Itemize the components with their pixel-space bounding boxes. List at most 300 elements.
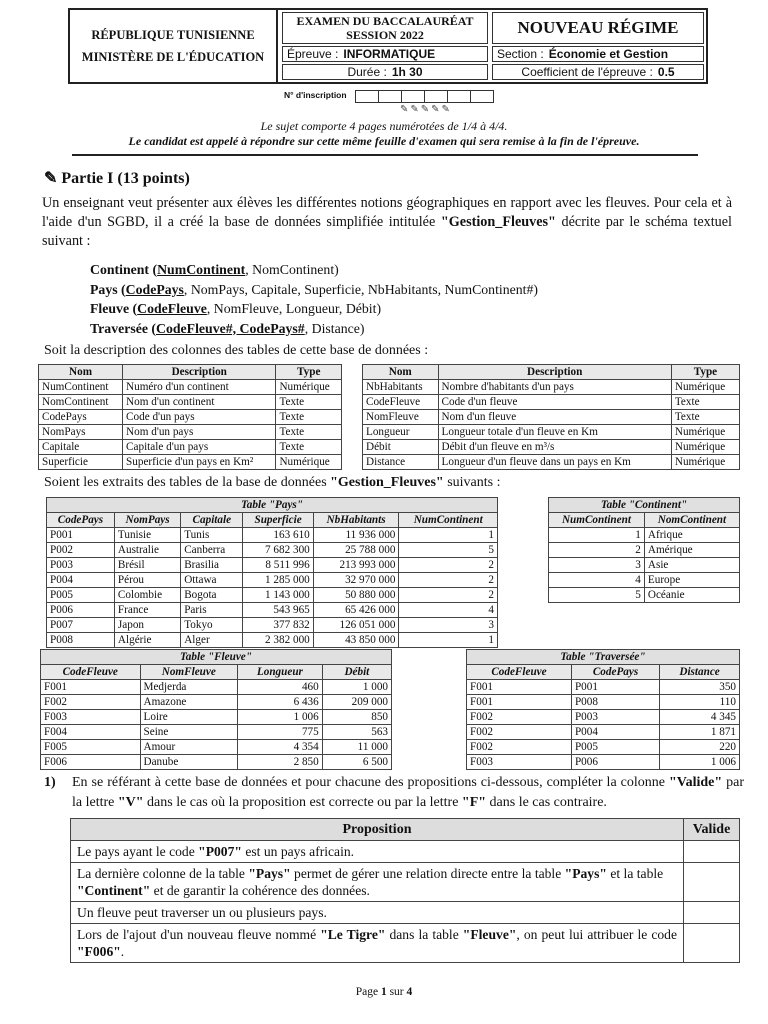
table-row	[41, 725, 392, 740]
column-header: Nom	[39, 365, 123, 380]
digit-box[interactable]	[470, 90, 494, 103]
exam-title: EXAMEN DU BACCALAURÉAT	[296, 14, 474, 28]
extracts-intro	[44, 475, 500, 491]
p-text: dans la table	[385, 927, 463, 942]
duree-label: Durée :	[347, 65, 387, 79]
table-cell: 1 006	[238, 710, 323, 725]
table-row	[41, 755, 392, 770]
institution-block	[70, 10, 278, 82]
q-bold: "F"	[461, 795, 487, 810]
table-cell: 65 426 000	[313, 603, 399, 618]
extracts-text-end: suivants :	[443, 475, 501, 490]
table-row	[467, 680, 740, 695]
table-cell: Brésil	[114, 558, 180, 573]
table-row	[467, 710, 740, 725]
table-cell: Numérique	[671, 440, 739, 455]
section-value: Économie et Gestion	[548, 47, 669, 61]
table-row	[47, 588, 498, 603]
epreuve-cell	[282, 46, 488, 62]
table-cell: Océanie	[644, 588, 739, 603]
table-cell: NomContinent	[39, 395, 123, 410]
table-row	[549, 558, 740, 573]
footer-text: Page	[355, 986, 381, 998]
intro-text: Un enseignant veut présenter aux élèves les différentes notions géographiques en rapport avec les fleuves. Pour cela et à l'aide d'un SGBD, il a créé la base de données simplifiée intitulée	[42, 195, 732, 230]
table-cell: P008	[47, 633, 115, 648]
table-row	[47, 603, 498, 618]
table-row	[47, 633, 498, 648]
table-cell: Amérique	[644, 543, 739, 558]
table-cell: 5	[549, 588, 645, 603]
table-row	[41, 710, 392, 725]
schema-columns: , Distance)	[304, 320, 365, 336]
table-cell: France	[114, 603, 180, 618]
schema-line	[90, 319, 538, 339]
table-cell: Tokyo	[181, 618, 243, 633]
schema-key: CodeFleuve	[137, 301, 207, 316]
table-cell: Tunisie	[114, 528, 180, 543]
question-number: 1)	[44, 775, 56, 790]
column-header: NumContinent	[399, 513, 498, 528]
table-row	[47, 618, 498, 633]
q-text: dans le cas contraire.	[486, 795, 607, 810]
p-bold: "Le Tigre"	[320, 927, 386, 942]
table-title: Table "Pays"	[47, 498, 498, 513]
table-row	[47, 543, 498, 558]
table-cell: Medjerda	[140, 680, 238, 695]
table-row	[363, 410, 740, 425]
table-cell: 1 006	[660, 755, 740, 770]
table-cell: 3	[399, 618, 498, 633]
table-traversee	[466, 649, 740, 770]
table-cell: Danube	[140, 755, 238, 770]
table-cell: Canberra	[181, 543, 243, 558]
inscription-field[interactable]	[356, 90, 494, 103]
table-row	[39, 395, 342, 410]
column-header: Distance	[660, 665, 740, 680]
propositions-table	[70, 818, 740, 963]
table-cell: 2	[399, 558, 498, 573]
table-cell: 6 436	[238, 695, 323, 710]
table-cell: Alger	[181, 633, 243, 648]
table-cell: Capitale d'un pays	[123, 440, 276, 455]
table-cell: 7 682 300	[243, 543, 313, 558]
table-cell: F002	[41, 695, 141, 710]
table-cell: F006	[41, 755, 141, 770]
part-title-text: Partie I (13 points)	[61, 170, 190, 187]
description-table-left	[38, 364, 342, 470]
schema-key: CodePays	[125, 281, 184, 297]
table-cell: Longueur d'un fleuve dans un pays en Km	[438, 455, 671, 470]
db-name: "Gestion_Fleuves"	[330, 475, 444, 490]
page-total: 4	[406, 986, 413, 998]
table-cell: Superficie d'un pays en Km²	[123, 455, 276, 470]
footer-text: sur	[386, 986, 407, 998]
valide-answer-cell[interactable]	[684, 924, 740, 963]
description-intro: Soit la description des colonnes des tables de cette base de données :	[44, 343, 429, 358]
table-row	[363, 380, 740, 395]
pages-note: Le sujet comporte 4 pages numérotées de 1/4 à 4/4.	[260, 119, 508, 133]
q-text: par la lettre	[72, 775, 744, 810]
table-row	[363, 440, 740, 455]
p-text: , on peut lui attribuer le code	[516, 927, 678, 942]
table-cell: 2	[549, 543, 645, 558]
epreuve-value: INFORMATIQUE	[343, 47, 436, 61]
page-number: 1	[380, 986, 387, 998]
inscription-label: N° d'inscription	[284, 90, 347, 100]
table-cell: NumContinent	[39, 380, 123, 395]
table-row	[467, 740, 740, 755]
table-cell: Débit d'un fleuve en m³/s	[438, 440, 671, 455]
table-cell: 543 965	[243, 603, 313, 618]
table-row	[549, 588, 740, 603]
table-row	[41, 740, 392, 755]
table-cell: P006	[47, 603, 115, 618]
table-cell: 377 832	[243, 618, 313, 633]
schema-table-name: Fleuve	[90, 301, 130, 316]
candidate-note: Le candidat est appelé à répondre sur cette même feuille d'examen qui sera remise à la fin de l'épreuve.	[128, 134, 640, 148]
column-header: NomPays	[114, 513, 180, 528]
table-cell: 1 871	[660, 725, 740, 740]
table-cell: 220	[660, 740, 740, 755]
schema-paren: (	[117, 281, 126, 297]
table-row	[47, 528, 498, 543]
schema-table-name: Continent	[90, 262, 150, 277]
column-header: Proposition	[71, 819, 684, 841]
table-row	[467, 725, 740, 740]
schema-table-name: Traversée	[90, 320, 148, 336]
intro-paragraph	[42, 194, 732, 251]
column-header: Type	[671, 365, 739, 380]
column-header: Nom	[363, 365, 439, 380]
proposition-row	[71, 841, 740, 863]
p-text: permet de gérer une relation directe entre la table	[290, 866, 565, 881]
column-header: Débit	[322, 665, 391, 680]
proposition-text	[71, 924, 684, 963]
table-cell: 5	[399, 543, 498, 558]
table-cell: Loire	[140, 710, 238, 725]
table-cell: F005	[41, 740, 141, 755]
proposition-row	[71, 902, 740, 924]
table-cell: Amazone	[140, 695, 238, 710]
table-cell: Débit	[363, 440, 439, 455]
p-text: .	[120, 944, 125, 959]
table-cell: P005	[47, 588, 115, 603]
table-cell: F003	[41, 710, 141, 725]
table-cell: 4 345	[660, 710, 740, 725]
duree-value: 1h 30	[391, 65, 423, 79]
table-cell: P004	[571, 725, 659, 740]
table-cell: Afrique	[644, 528, 739, 543]
table-row	[39, 425, 342, 440]
table-cell: Brasilia	[181, 558, 243, 573]
table-fleuve	[40, 649, 392, 770]
epreuve-label: Épreuve :	[287, 47, 339, 61]
table-row	[363, 395, 740, 410]
table-cell: P006	[571, 755, 659, 770]
table-cell: F001	[41, 680, 141, 695]
valide-answer-cell[interactable]	[684, 902, 740, 924]
column-header: Valide	[684, 819, 740, 841]
schema-paren: (	[129, 301, 138, 316]
table-cell: P005	[571, 740, 659, 755]
table-cell: Numérique	[671, 380, 739, 395]
column-header: NbHabitants	[313, 513, 399, 528]
p-text: et de garantir la cohérence des données.	[150, 883, 370, 898]
column-header: NumContinent	[549, 513, 645, 528]
table-cell: Seine	[140, 725, 238, 740]
table-cell: P004	[47, 573, 115, 588]
column-header: CodeFleuve	[467, 665, 572, 680]
section-label: Section :	[497, 47, 544, 61]
db-name: "Gestion_Fleuves"	[440, 214, 556, 230]
table-cell: Texte	[276, 410, 342, 425]
p-text: Le pays ayant le code	[77, 844, 199, 859]
table-cell: Capitale	[39, 440, 123, 455]
table-cell: Paris	[181, 603, 243, 618]
digit-box[interactable]	[447, 90, 471, 103]
table-title: Table "Continent"	[549, 498, 740, 513]
table-cell: P003	[47, 558, 115, 573]
table-cell: Nombre d'habitants d'un pays	[438, 380, 671, 395]
table-cell: Nom d'un fleuve	[438, 410, 671, 425]
table-cell: Texte	[276, 440, 342, 455]
coef-label: Coefficient de l'épreuve :	[521, 65, 653, 79]
column-header: CodeFleuve	[41, 665, 141, 680]
p-bold: "Continent"	[77, 883, 151, 898]
table-row	[47, 558, 498, 573]
relational-schema	[90, 260, 538, 338]
table-cell: Texte	[671, 410, 739, 425]
exam-header	[68, 8, 708, 84]
table-cell: 43 850 000	[313, 633, 399, 648]
table-cell: P001	[571, 680, 659, 695]
column-header: Superficie	[243, 513, 313, 528]
table-cell: NomPays	[39, 425, 123, 440]
schema-paren: (	[147, 320, 157, 336]
table-cell: 1	[399, 528, 498, 543]
schema-paren: (	[149, 262, 158, 277]
schema-key: CodeFleuve#, CodePays#	[156, 320, 305, 336]
table-cell: Ottawa	[181, 573, 243, 588]
q-text: En se référant à cette base de données et pour chacune des propositions ci-dessous, compléter la colonne	[72, 775, 669, 790]
schema-line	[90, 260, 538, 280]
republic-label: RÉPUBLIQUE TUNISIENNE	[91, 28, 255, 42]
table-cell: F002	[467, 725, 572, 740]
digit-box[interactable]	[378, 90, 402, 103]
p-bold: "F006"	[77, 944, 121, 959]
schema-columns: , NomFleuve, Longueur, Débit)	[206, 301, 382, 316]
table-cell: Colombie	[114, 588, 180, 603]
table-row	[39, 440, 342, 455]
table-cell: P008	[571, 695, 659, 710]
table-title: Table "Traversée"	[467, 650, 740, 665]
table-cell: Nom d'un continent	[123, 395, 276, 410]
table-cell: Numérique	[276, 380, 342, 395]
table-cell: Code d'un pays	[123, 410, 276, 425]
table-title: Table "Fleuve"	[41, 650, 392, 665]
table-row	[39, 455, 342, 470]
table-row	[39, 410, 342, 425]
table-cell: 2 850	[238, 755, 323, 770]
table-cell: 32 970 000	[313, 573, 399, 588]
column-header: Longueur	[238, 665, 323, 680]
column-header: CodePays	[571, 665, 659, 680]
table-cell: Superficie	[39, 455, 123, 470]
proposition-text	[71, 863, 684, 902]
table-cell: 4	[549, 573, 645, 588]
table-cell: 126 051 000	[313, 618, 399, 633]
column-header: CodePays	[47, 513, 115, 528]
p-text: est un pays africain.	[241, 844, 355, 859]
pencil-icon: ✎✎✎✎✎	[400, 104, 452, 115]
table-cell: Europe	[644, 573, 739, 588]
p-text: Lors de l'ajout d'un nouveau fleuve nommé	[77, 927, 321, 942]
column-header: Type	[276, 365, 342, 380]
table-row	[549, 573, 740, 588]
table-cell: Pérou	[114, 573, 180, 588]
proposition-row	[71, 924, 740, 963]
schema-key: NumContinent	[157, 262, 246, 277]
table-cell: 8 511 996	[243, 558, 313, 573]
page-footer	[0, 986, 768, 998]
table-cell: Australie	[114, 543, 180, 558]
digit-box[interactable]	[401, 90, 425, 103]
table-cell: 1 285 000	[243, 573, 313, 588]
table-cell: 1 143 000	[243, 588, 313, 603]
regime-label: NOUVEAU RÉGIME	[517, 18, 679, 37]
ministry-label: MINISTÈRE DE L'ÉDUCATION	[81, 50, 265, 64]
table-cell: NomFleuve	[363, 410, 439, 425]
table-pays	[46, 497, 498, 648]
exam-session: SESSION 2022	[346, 28, 424, 42]
table-row	[41, 695, 392, 710]
table-cell: Nom d'un pays	[123, 425, 276, 440]
regime-cell	[492, 12, 704, 44]
table-cell: P001	[47, 528, 115, 543]
table-cell: 2	[399, 588, 498, 603]
table-cell: 1	[549, 528, 645, 543]
table-row	[47, 573, 498, 588]
p-bold: "Pays"	[248, 866, 291, 881]
coef-cell	[492, 64, 704, 80]
question-1	[44, 773, 744, 813]
table-cell: Asie	[644, 558, 739, 573]
table-cell: 1	[399, 633, 498, 648]
question-text	[72, 773, 744, 813]
digit-box[interactable]	[424, 90, 448, 103]
table-cell: Longueur totale d'un fleuve en Km	[438, 425, 671, 440]
valide-answer-cell[interactable]	[684, 863, 740, 902]
p-text: et la table	[606, 866, 664, 881]
table-row	[39, 380, 342, 395]
table-cell: 563	[322, 725, 391, 740]
extracts-text: Soient les extraits des tables de la base de données	[44, 475, 331, 490]
table-cell: 110	[660, 695, 740, 710]
table-cell: Numéro d'un continent	[123, 380, 276, 395]
table-cell: 2	[399, 573, 498, 588]
table-cell: 850	[322, 710, 391, 725]
table-row	[549, 543, 740, 558]
valide-answer-cell[interactable]	[684, 841, 740, 863]
proposition-text	[71, 841, 684, 863]
table-cell: Texte	[276, 425, 342, 440]
schema-line	[90, 299, 538, 319]
table-row	[549, 528, 740, 543]
table-cell: Numérique	[671, 425, 739, 440]
table-cell: 11 000	[322, 740, 391, 755]
column-header: Description	[123, 365, 276, 380]
section-cell	[492, 46, 704, 62]
table-row	[363, 425, 740, 440]
description-table-right	[362, 364, 740, 470]
table-cell: P003	[571, 710, 659, 725]
table-cell: CodeFleuve	[363, 395, 439, 410]
table-cell: Texte	[671, 395, 739, 410]
table-cell: Japon	[114, 618, 180, 633]
column-header: NomContinent	[644, 513, 739, 528]
p-bold: "P007"	[198, 844, 242, 859]
table-cell: 2 382 000	[243, 633, 313, 648]
q-text: dans le cas où la proposition est correcte ou par la lettre	[143, 795, 462, 810]
table-cell: F002	[467, 710, 572, 725]
schema-line	[90, 280, 538, 300]
schema-table-name: Pays	[90, 281, 118, 297]
table-cell: 213 993 000	[313, 558, 399, 573]
p-text: La dernière colonne de la table	[77, 866, 249, 881]
table-cell: Numérique	[276, 455, 342, 470]
table-cell: 1 000	[322, 680, 391, 695]
column-header: NomFleuve	[140, 665, 238, 680]
table-cell: Bogota	[181, 588, 243, 603]
table-cell: CodePays	[39, 410, 123, 425]
p-bold: "Pays"	[564, 866, 607, 881]
table-cell: F001	[467, 680, 572, 695]
table-cell: F002	[467, 740, 572, 755]
table-cell: 4	[399, 603, 498, 618]
table-cell: 350	[660, 680, 740, 695]
table-continent	[548, 497, 740, 603]
table-cell: P007	[47, 618, 115, 633]
table-cell: NbHabitants	[363, 380, 439, 395]
proposition-row	[71, 863, 740, 902]
table-cell: 25 788 000	[313, 543, 399, 558]
table-cell: F003	[467, 755, 572, 770]
column-header: Capitale	[181, 513, 243, 528]
q-bold: "V"	[117, 795, 144, 810]
table-cell: Amour	[140, 740, 238, 755]
table-row	[41, 680, 392, 695]
table-row	[363, 455, 740, 470]
table-cell: Code d'un fleuve	[438, 395, 671, 410]
table-cell: 775	[238, 725, 323, 740]
duree-cell	[282, 64, 488, 80]
table-cell: 460	[238, 680, 323, 695]
divider	[72, 154, 698, 156]
table-cell: F004	[41, 725, 141, 740]
p-text: Un fleuve peut traverser un ou plusieurs pays.	[77, 905, 327, 920]
table-row	[467, 695, 740, 710]
table-cell: 209 000	[322, 695, 391, 710]
table-cell: Algérie	[114, 633, 180, 648]
part-title	[44, 168, 190, 188]
digit-box[interactable]	[355, 90, 379, 103]
table-cell: 163 610	[243, 528, 313, 543]
table-cell: Distance	[363, 455, 439, 470]
intro-text-end: décrite par le schéma textuel suivant :	[42, 214, 732, 249]
table-row	[467, 755, 740, 770]
column-header: Description	[438, 365, 671, 380]
proposition-text	[71, 902, 684, 924]
